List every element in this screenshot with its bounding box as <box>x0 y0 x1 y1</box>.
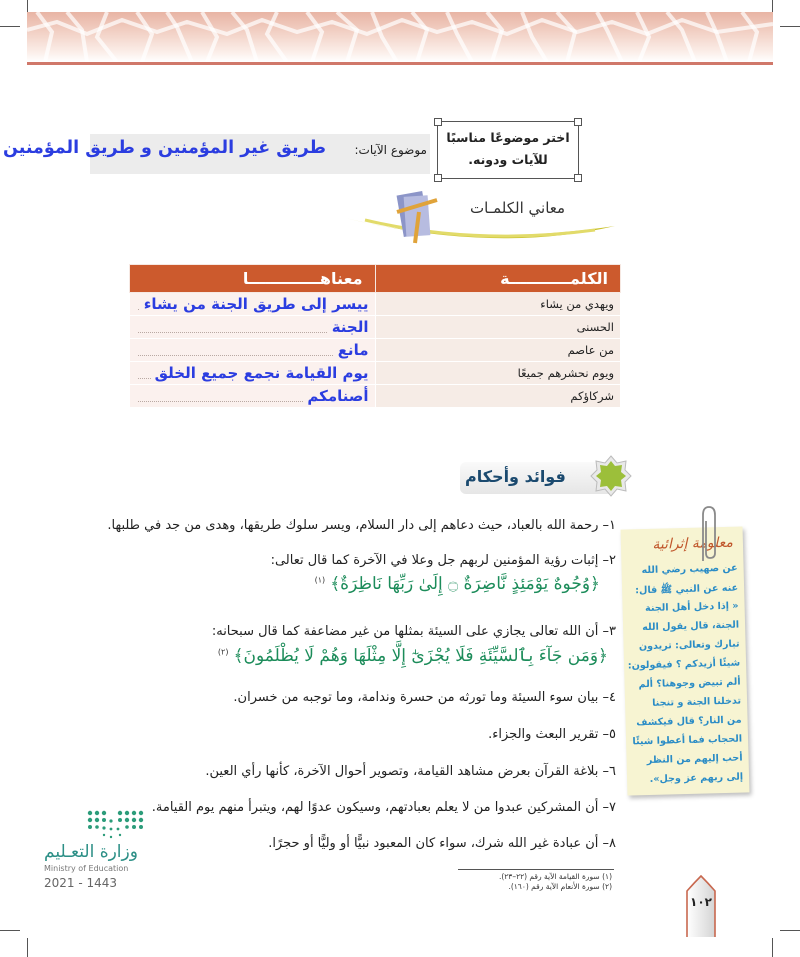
benefit-item-5: ٥– تقرير البعث والجزاء. <box>488 727 616 742</box>
benefit-item-2: ٢– إثبات رؤية المؤمنين لربهم جل وعلا في الآخرة كما قال تعالى: <box>270 553 616 568</box>
meaning-cell[interactable] <box>130 293 376 316</box>
footnote-1: (١) سورة القيامة الآية رقم (٢٢–٢٣). <box>498 872 612 881</box>
benefit-item-1: ١– رحمة الله بالعباد، حيث دعاهم إلى دار السلام، ويسر سلوك طريقها، وهدى من جد في طلبها. <box>107 518 616 533</box>
crop-mark <box>780 930 800 931</box>
instruction-line-2: للآيات ودونه. <box>468 152 548 167</box>
footnote-divider <box>458 869 614 870</box>
word-cell: ويوم نحشرهم جميعًا <box>375 362 621 385</box>
topic-label: موضوع الآيات: <box>354 143 427 157</box>
note-line: « إذا دخل أهل الجنة <box>644 600 739 615</box>
book-pen-icon <box>397 191 437 243</box>
meaning-cell[interactable] <box>130 362 376 385</box>
note-line: إلى ربهم عز وجل». <box>649 771 744 785</box>
note-line: أحب إليهم من النظر <box>646 752 743 767</box>
note-line: تبارك وتعالى: تريدون <box>638 638 740 653</box>
table-row <box>130 362 621 385</box>
paperclip-icon <box>697 505 721 565</box>
note-line: الجنة، قال يقول الله <box>642 619 740 634</box>
meaning-answer: الجنة <box>328 318 369 336</box>
meaning-cell[interactable] <box>130 339 376 362</box>
word-cell: شركاؤكم <box>375 385 621 408</box>
benefit-item-7: ٧– أن المشركين عبدوا من لا يعلم بعبادتهم، وسيكون عدوًا لهم، ويتبرأ منهم يوم القيامة. <box>151 800 616 815</box>
table-row <box>130 385 621 408</box>
meanings-section-title: معاني الكلمـات <box>470 199 566 217</box>
enrichment-note-card <box>621 526 750 795</box>
meaning-answer: مانع <box>334 341 369 359</box>
geometric-pattern-icon <box>27 12 773 62</box>
meaning-answer: يوم القيامة نجمع جميع الخلق <box>151 364 369 382</box>
quran-verse: ﴿وُجُوهٌ يَوْمَئِذٍ نَّاضِرَةٌ ۝ إِلَىٰ رَبِّهَا نَاظِرَةٌ﴾ <box>330 574 600 594</box>
table-row <box>130 339 621 362</box>
topic-value: طريق غير المؤمنين و طريق المؤمنين <box>2 138 326 158</box>
column-header-word: الكلمـــــــــــة <box>375 265 621 293</box>
meaning-cell[interactable] <box>130 385 376 408</box>
meaning-answer: ييسر إلى طريق الجنة من يشاء <box>140 295 369 313</box>
note-line: من النار؟ قال فيكشف <box>636 714 742 729</box>
word-meanings-table <box>129 264 621 408</box>
note-line: تدخلنا الجنة و تنجنا <box>651 695 742 709</box>
dotted-answer-line <box>138 355 365 356</box>
benefit-item-6: ٦– بلاغة القرآن بعرض مشاهد القيامة، وتصوير أحوال الآخرة، كأنها رأي العين. <box>205 764 616 779</box>
ministry-name-english: Ministry of Education <box>44 864 129 873</box>
crop-mark <box>0 930 20 931</box>
box-corner <box>434 118 442 126</box>
note-line: الحجاب فما أعطوا شيئًا <box>632 733 743 748</box>
note-line: عن صهيب رضي الله <box>641 562 738 577</box>
crop-mark <box>27 938 28 957</box>
ministry-name-arabic: وزارة التعـليم <box>44 842 138 862</box>
box-corner <box>574 174 582 182</box>
note-title: معلومة إثرائية <box>652 534 734 553</box>
note-line: شيئًا أزيدكم ؟ فيقولون: <box>627 657 741 672</box>
box-corner <box>574 118 582 126</box>
footnote-ref: (١) <box>314 575 326 585</box>
octagram-star-icon <box>590 455 632 497</box>
page-number: ١٠٢ <box>690 895 712 909</box>
table-row <box>130 316 621 339</box>
crop-mark <box>0 26 20 27</box>
verse-container <box>315 573 600 594</box>
topic-value-container <box>2 138 326 168</box>
word-cell: الحسنى <box>375 316 621 339</box>
crop-mark <box>780 26 800 27</box>
meaning-cell[interactable] <box>130 316 376 339</box>
meaning-answer: أصنامكم <box>303 387 368 405</box>
task-instruction-box <box>437 121 579 179</box>
decorative-header-band <box>27 12 773 62</box>
box-corner <box>434 174 442 182</box>
crop-mark <box>772 938 773 957</box>
benefit-item-3: ٣– أن الله تعالى يجازي على السيئة بمثلها من غير مضاعفة كما قال سبحانه: <box>211 624 616 639</box>
verse-container <box>218 645 608 666</box>
word-cell: من عاصم <box>375 339 621 362</box>
footnote-ref: (٢) <box>217 647 229 657</box>
instruction-line-1: اختر موضوعًا مناسبًا <box>446 130 570 145</box>
note-line: عنه عن النبي ﷺ قال: <box>635 582 739 597</box>
note-line: ألم تبيض وجوهنا؟ ألم <box>638 676 741 691</box>
word-cell: ويهدي من يشاء <box>375 293 621 316</box>
benefit-item-4: ٤– بيان سوء السيئة وما تورثه من حسرة وندامة، وما توجبه من خسران. <box>233 690 616 705</box>
footnote-2: (٢) سورة الأنعام الآية رقم (١٦٠). <box>508 882 612 891</box>
quran-verse: ﴿وَمَن جَآءَ بِٱلسَّيِّئَةِ فَلَا يُجْزَىٰٓ إِلَّا مِثْلَهَا وَهُمْ لَا يُظْلَمُونَ﴾ <box>233 646 608 666</box>
header-divider <box>27 62 773 65</box>
benefit-item-8: ٨– أن عبادة غير الله شرك، سواء كان المعبود نبيًّا أو وليًّا أو حجرًا. <box>268 836 616 851</box>
benefits-section-title: فوائد وأحكام <box>465 467 566 486</box>
table-header-row <box>130 265 621 293</box>
ministry-logo-dots-icon <box>40 808 150 842</box>
table-row <box>130 293 621 316</box>
column-header-meaning: معناهـــــــــــــا <box>130 265 376 293</box>
edition-year: 2021 - 1443 <box>44 876 118 890</box>
